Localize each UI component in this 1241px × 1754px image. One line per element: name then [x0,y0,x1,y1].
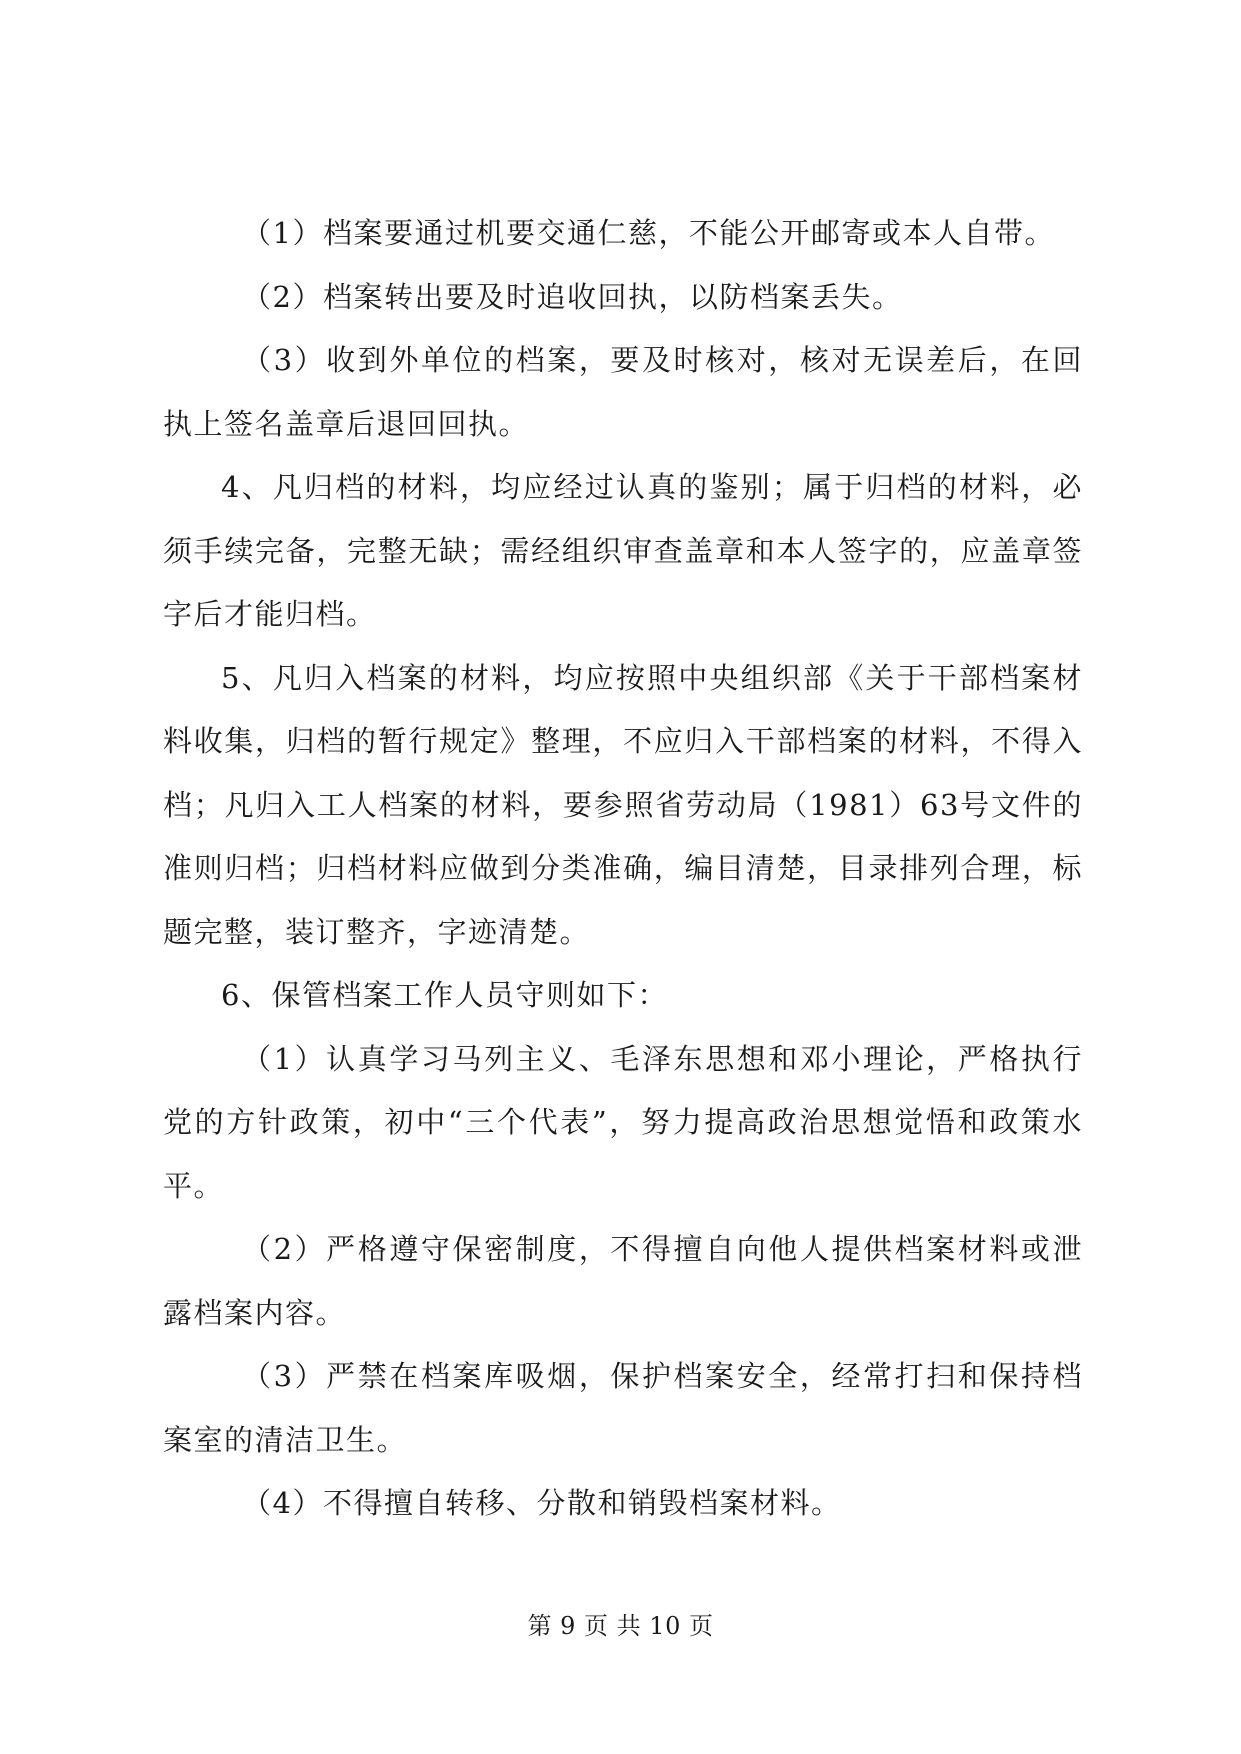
page-footer: 第 9 页 共 10 页 [527,1612,714,1640]
paragraph-9: （3）严禁在档案库吸烟，保护档案安全，经常打扫和保持档案室的清洁卫生。 [163,1359,1083,1457]
paragraph-8: （2）严格遵守保密制度，不得擅自向他人提供档案材料或泄露档案内容。 [163,1232,1083,1330]
paragraph-10: （4）不得擅自转移、分散和销毁档案材料。 [242,1486,842,1520]
paragraph-6: 6、保管档案工作人员守则如下： [221,978,668,1012]
paragraph-2: （2）档案转出要及时追收回执，以防档案丢失。 [242,279,903,314]
paragraph-1: （1）档案要通过机要交通仁慈，不能公开邮寄或本人自带。 [242,216,1055,250]
paragraph-5: 5、凡归入档案的材料，均应按照中央组织部《关于干部档案材料收集，归档的暂行规定》整理，不应归入干部档案的材料，不得入档；凡归入工人档案的材料，要参照省劳动局（1981）63号文件的准则归档；归档材料应做到分类准确，编目清楚，目录排列合理，标题完整，装订整齐，字迹清楚。 [163,660,1083,949]
document-body [163,202,1083,1536]
paragraph-7: （1）认真学习马列主义、毛泽东思想和邓小理论，严格执行党的方针政策，初中“三个代表”，努力提高政治思想觉悟和政策水平。 [163,1041,1083,1203]
paragraph-4: 4、凡归档的材料，均应经过认真的鉴别；属于归档的材料，必须手续完备，完整无缺；需经组织审查盖章和本人签字的，应盖章签字后才能归档。 [163,470,1083,631]
paragraph-3: （3）收到外单位的档案，要及时核对，核对无误差后，在回执上签名盖章后退回回执。 [163,343,1083,441]
